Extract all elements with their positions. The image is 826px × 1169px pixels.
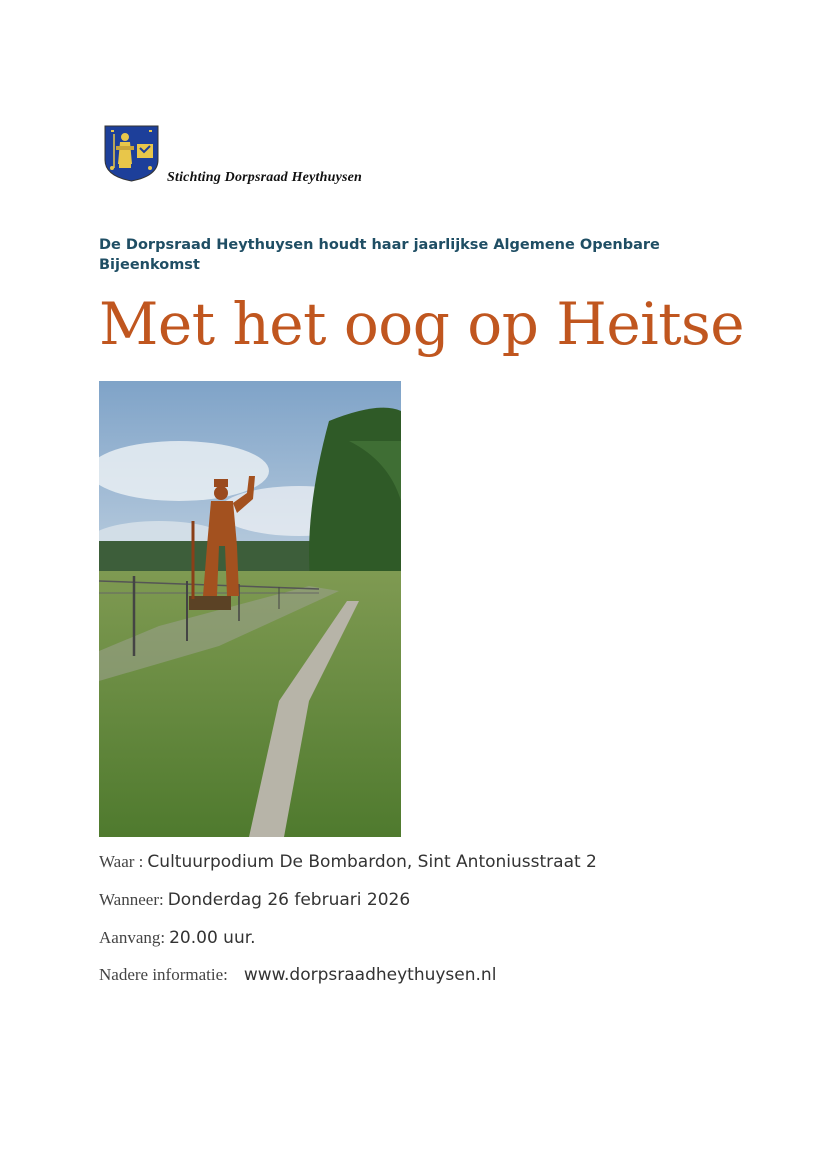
page-title: Met het oog op Heitse [99,290,745,358]
more-info-label: Nadere informatie: [99,965,228,984]
org-name: Stichting Dorpsraad Heythuysen [167,170,363,185]
start-time-value: 20.00 uur. [169,928,256,948]
date-label: Wanneer: [99,890,164,909]
location-value: Cultuurpodium De Bombardon, Sint Antoniusstraat 2 [147,852,597,872]
start-time-label: Aanvang: [99,928,166,947]
statue-photo [99,381,401,837]
start-time-row [99,928,256,948]
date-row [99,890,410,910]
date-value: Donderdag 26 februari 2026 [167,890,411,910]
website-link[interactable]: www.dorpsraadheythuysen.nl [243,965,497,985]
more-info-row [99,965,496,985]
location-row [99,852,597,872]
event-subtitle: De Dorpsraad Heythuysen houdt haar jaarlijkse Algemene Openbare Bijeenkomst [99,237,660,273]
coat-of-arms-icon [103,124,160,182]
location-label: Waar : [99,852,144,871]
